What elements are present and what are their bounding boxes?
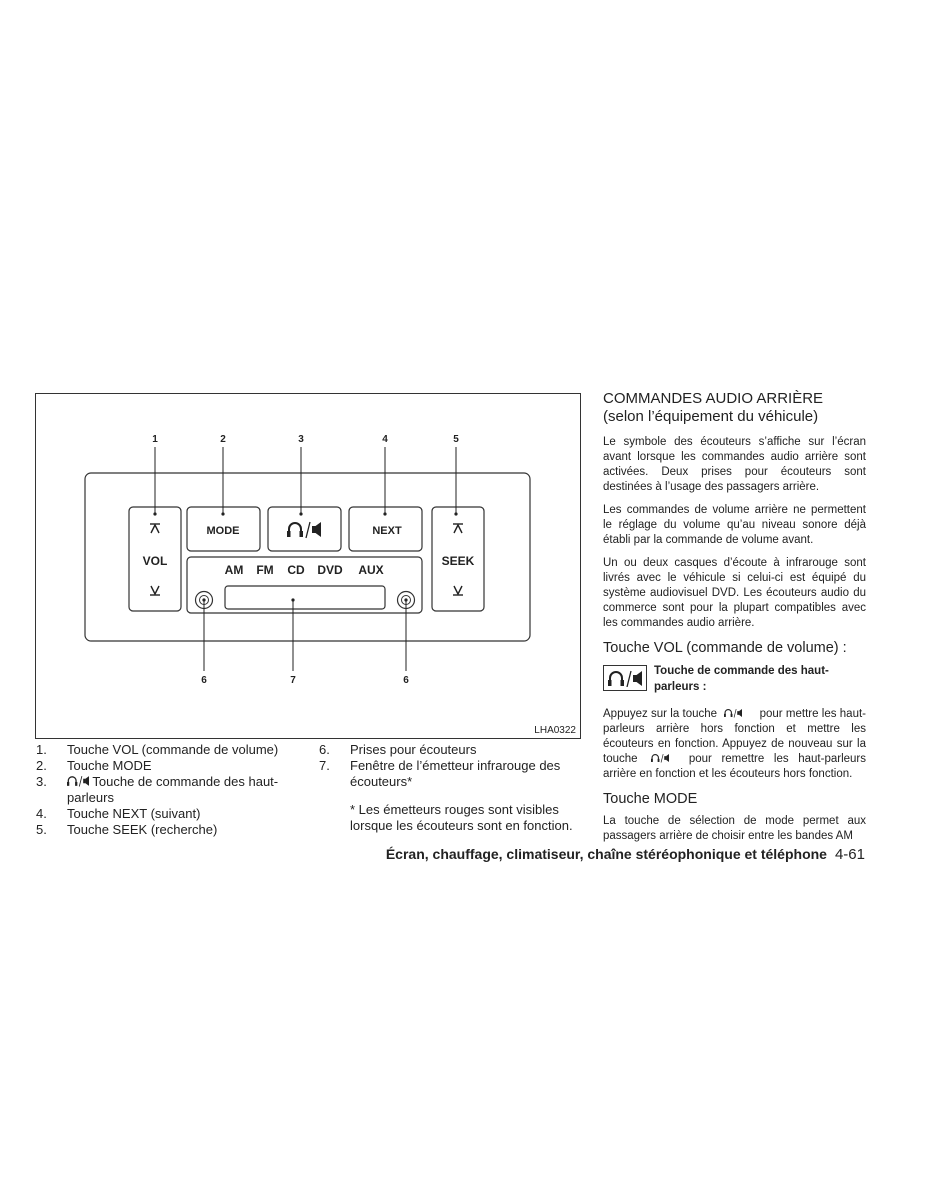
audio-control-figure <box>35 393 581 739</box>
ir-window-shape <box>225 586 385 609</box>
callout-3: 3 <box>298 434 304 445</box>
paragraph-4-part-a: Appuyez sur la touche <box>603 708 718 720</box>
legend-item <box>36 758 296 774</box>
callout-7: 7 <box>290 675 296 686</box>
band-label-fm: FM <box>256 563 274 577</box>
band-label-dvd: DVD <box>317 563 343 577</box>
section-subtitle: (selon l’équipement du véhicule) <box>603 408 819 425</box>
seek-button-label: SEEK <box>441 554 475 568</box>
section-title: COMMANDES AUDIO ARRIÈRE <box>603 390 824 407</box>
callout-4: 4 <box>382 434 388 445</box>
legend-num: 2. <box>36 758 47 773</box>
legend-num: 1. <box>36 742 47 757</box>
band-label-cd: CD <box>287 563 305 577</box>
legend-num: 7. <box>319 758 330 773</box>
legend-list-right <box>319 742 581 834</box>
band-label-aux: AUX <box>358 563 384 577</box>
chapter-title: Écran, chauffage, climatiseur, chaîne stéréophonique et téléphone <box>385 846 827 862</box>
legend-item <box>319 758 581 790</box>
legend-text: Fenêtre de l’émetteur infrarouge des écouteurs* <box>350 758 561 789</box>
legend-text: Touche MODE <box>67 758 152 773</box>
headphone-speaker-icon <box>603 665 647 691</box>
legend-num: 4. <box>36 806 47 821</box>
speaker-key-callout <box>603 663 866 695</box>
figure-code: LHA0322 <box>534 725 576 736</box>
paragraph-1: Le symbole des écouteurs s’affiche sur l’écran avant lorsque les commandes audio arrière sont activées. Deux prises pour écouteurs sont destinées à l’usage des passagers arrière. <box>603 436 866 493</box>
speaker-button-shape <box>268 507 341 551</box>
legend-item <box>319 742 581 758</box>
vol-up-arrow-icon <box>150 524 160 533</box>
legend-num: 5. <box>36 822 47 837</box>
seek-down-arrow-icon <box>453 586 463 595</box>
callout-5: 5 <box>453 434 459 445</box>
paragraph-4 <box>603 707 866 782</box>
headphone-speaker-icon <box>724 708 742 718</box>
legend-text: Touche de commande des haut-parleurs <box>67 774 279 805</box>
paragraph-3: Un ou deux casques d’écoute à infrarouge sont livrés avec le véhicule si celui-ci est équipé du système audiovisuel DVD. Les écouteurs audio du commerce sont pour la plupart compatibles avec les commandes audio arrière. <box>603 557 866 629</box>
legend-num: 3. <box>36 774 47 789</box>
vol-heading: Touche VOL (commande de volume) : <box>603 640 847 656</box>
callout-6-right: 6 <box>403 675 409 686</box>
callout-6-left: 6 <box>201 675 207 686</box>
callout-1: 1 <box>152 434 158 445</box>
rear-audio-panel-diagram <box>36 394 582 740</box>
right-text-column <box>603 390 866 852</box>
paragraph-5: La touche de sélection de mode permet aux passagers arrière de choisir entre les bandes AM <box>603 815 866 842</box>
paragraph-4-part-b: pour mettre les haut-parleurs arrière hors fonction et mettre les écouteurs en fonction. Appuyez de nouveau sur la touche <box>603 708 866 765</box>
legend-item <box>36 742 296 758</box>
legend-footnote: * Les émetteurs rouges sont visibles lorsque les écouteurs sont en fonction. <box>350 802 573 833</box>
speaker-key-label: Touche de commande des haut-parleurs : <box>654 665 829 693</box>
paragraph-2: Les commandes de volume arrière ne permettent le réglage du volume qu’au niveau sonore déjà établi par la commande de volume avant. <box>603 504 866 546</box>
vol-down-arrow-icon <box>150 586 160 595</box>
legend-item <box>36 774 296 806</box>
page-footer <box>0 846 865 863</box>
next-button-label: NEXT <box>372 525 402 537</box>
headphone-speaker-icon <box>287 522 321 538</box>
legend-text: Touche NEXT (suivant) <box>67 806 201 821</box>
page-number: 4-61 <box>834 846 865 863</box>
legend-text: Touche VOL (commande de volume) <box>67 742 279 757</box>
paragraph-4-part-c: pour remettre les haut-parleurs arrière en fonction et les écouteurs hors fonction. <box>603 753 866 780</box>
vol-button-label: VOL <box>142 554 168 568</box>
headphone-speaker-icon <box>67 775 89 787</box>
mode-heading: Touche MODE <box>603 791 698 807</box>
mode-button-label: MODE <box>206 525 240 537</box>
callout-2: 2 <box>220 434 226 445</box>
band-label-am: AM <box>224 563 244 577</box>
legend-item <box>36 806 296 822</box>
legend-list-left <box>36 742 296 838</box>
headphone-speaker-icon <box>651 753 669 763</box>
legend-text: Prises pour écouteurs <box>350 742 477 757</box>
legend-item <box>36 822 296 838</box>
seek-up-arrow-icon <box>453 524 463 533</box>
legend-num: 6. <box>319 742 330 757</box>
legend-text: Touche SEEK (recherche) <box>67 822 218 837</box>
